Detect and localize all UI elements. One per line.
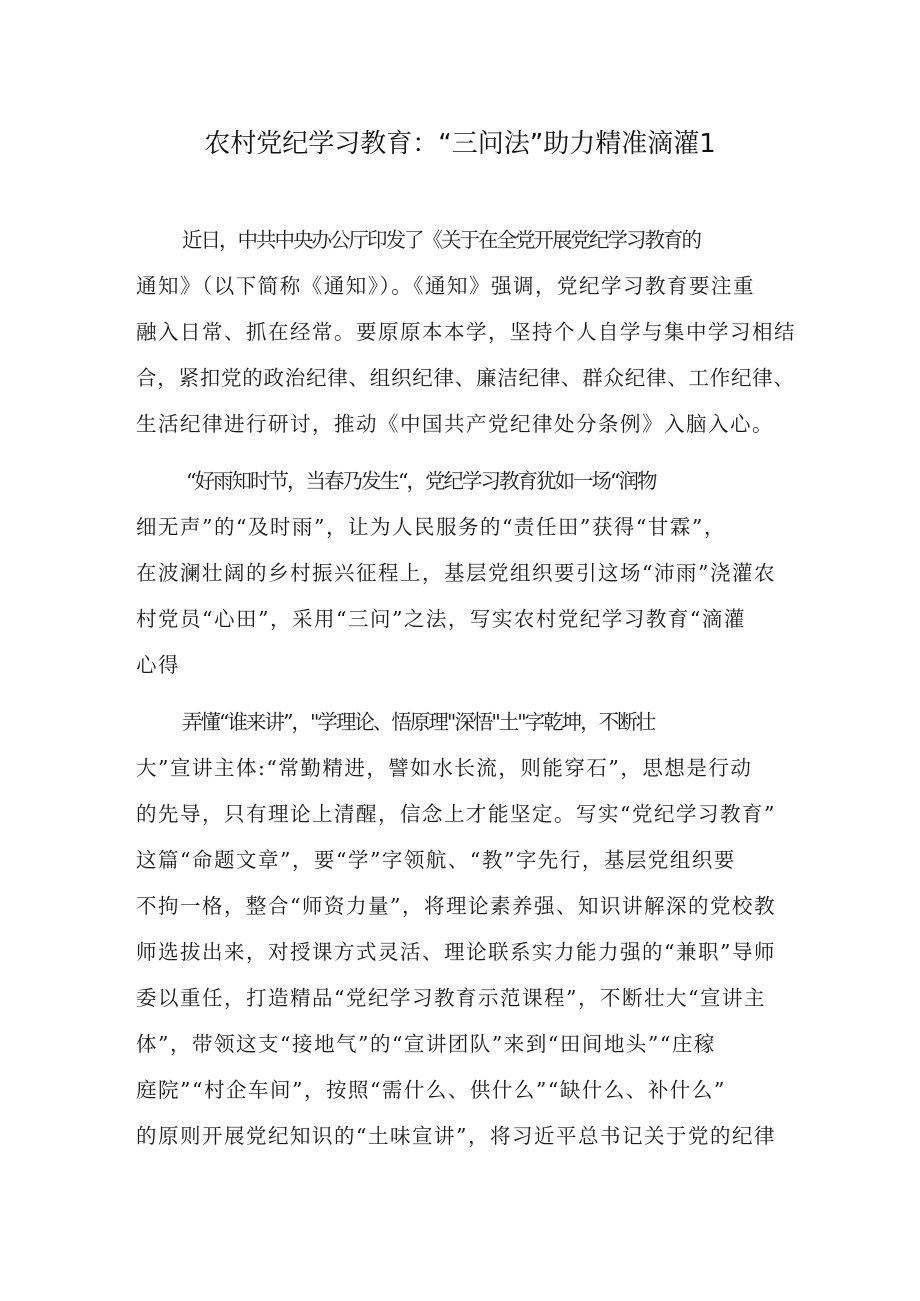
paragraph-line: 弄懂“谁来讲”，"学理论、悟原理"深悟"土"字乾坤，不断壮 [182, 710, 655, 734]
paragraph-line: 体”，带领这支“接地气”的“宣讲团队”来到“田间地头”“庄稼 [136, 1032, 716, 1056]
document-title: 农村党纪学习教育：“三问法”助力精准滴灌1 [204, 129, 716, 159]
paragraph-line: 生活纪律进行研讨，推动《中国共产党纪律处分条例》入脑入心。 [136, 412, 774, 436]
paragraph-line: 委以重任，打造精品“党纪学习教育示范课程”，不断壮大“宣讲主 [136, 986, 766, 1010]
paragraph-line: 师选拔出来，对授课方式灵活、理论联系实力能力强的“兼职”导师 [136, 940, 776, 964]
paragraph-line: 心得 [136, 653, 180, 677]
paragraph-line: 合，紧扣党的政治纪律、组织纪律、廉洁纪律、群众纪律、工作纪律、 [136, 366, 795, 390]
paragraph-line: 不拘一格，整合“师资力量”，将理论素养强、知识讲解深的党校教 [136, 894, 776, 918]
paragraph-line: 的先导，只有理论上清醒，信念上才能坚定。写实“党纪学习教育” [136, 802, 776, 826]
paragraph-line: 细无声”的“及时雨”，让为人民服务的“责任田”获得“甘霖”， [136, 515, 726, 539]
paragraph-line: 在波澜壮阔的乡村振兴征程上，基层党组织要引这场“沛雨”浇灌农 [136, 561, 776, 585]
paragraph-line: 大”宣讲主体:“常勤精进，譬如水长流，则能穿石”，思想是行动 [136, 756, 753, 780]
paragraph-line: 通知》（以下简称《通知》）。《通知》强调，党纪学习教育要注重 [136, 274, 755, 298]
paragraph-line: “好雨知时节，当春乃发生“，党纪学习教育犹如一场“润物 [186, 469, 656, 493]
paragraph-line: 的原则开展党纪知识的“土味宣讲”，将习近平总书记关于党的纪律 [136, 1124, 776, 1148]
paragraph-line: 村党员“心田”，采用“三问”之法，写实农村党纪学习教育“滴灌 [136, 607, 746, 631]
paragraph-line: 近日，中共中央办公厅印发了《关于在全党开展党纪学习教育的 [182, 228, 700, 252]
paragraph-line: 融入日常、抓在经常。要原原本本学，坚持个人自学与集中学习相结 [136, 320, 796, 344]
paragraph-line: 庭院”“村企车间”，按照“需什么、供什么”“缺什么、补什么” [136, 1078, 726, 1102]
paragraph-line: 这篇“命题文章”，要“学”字领航、“教”字先行，基层党组织要 [136, 848, 736, 872]
